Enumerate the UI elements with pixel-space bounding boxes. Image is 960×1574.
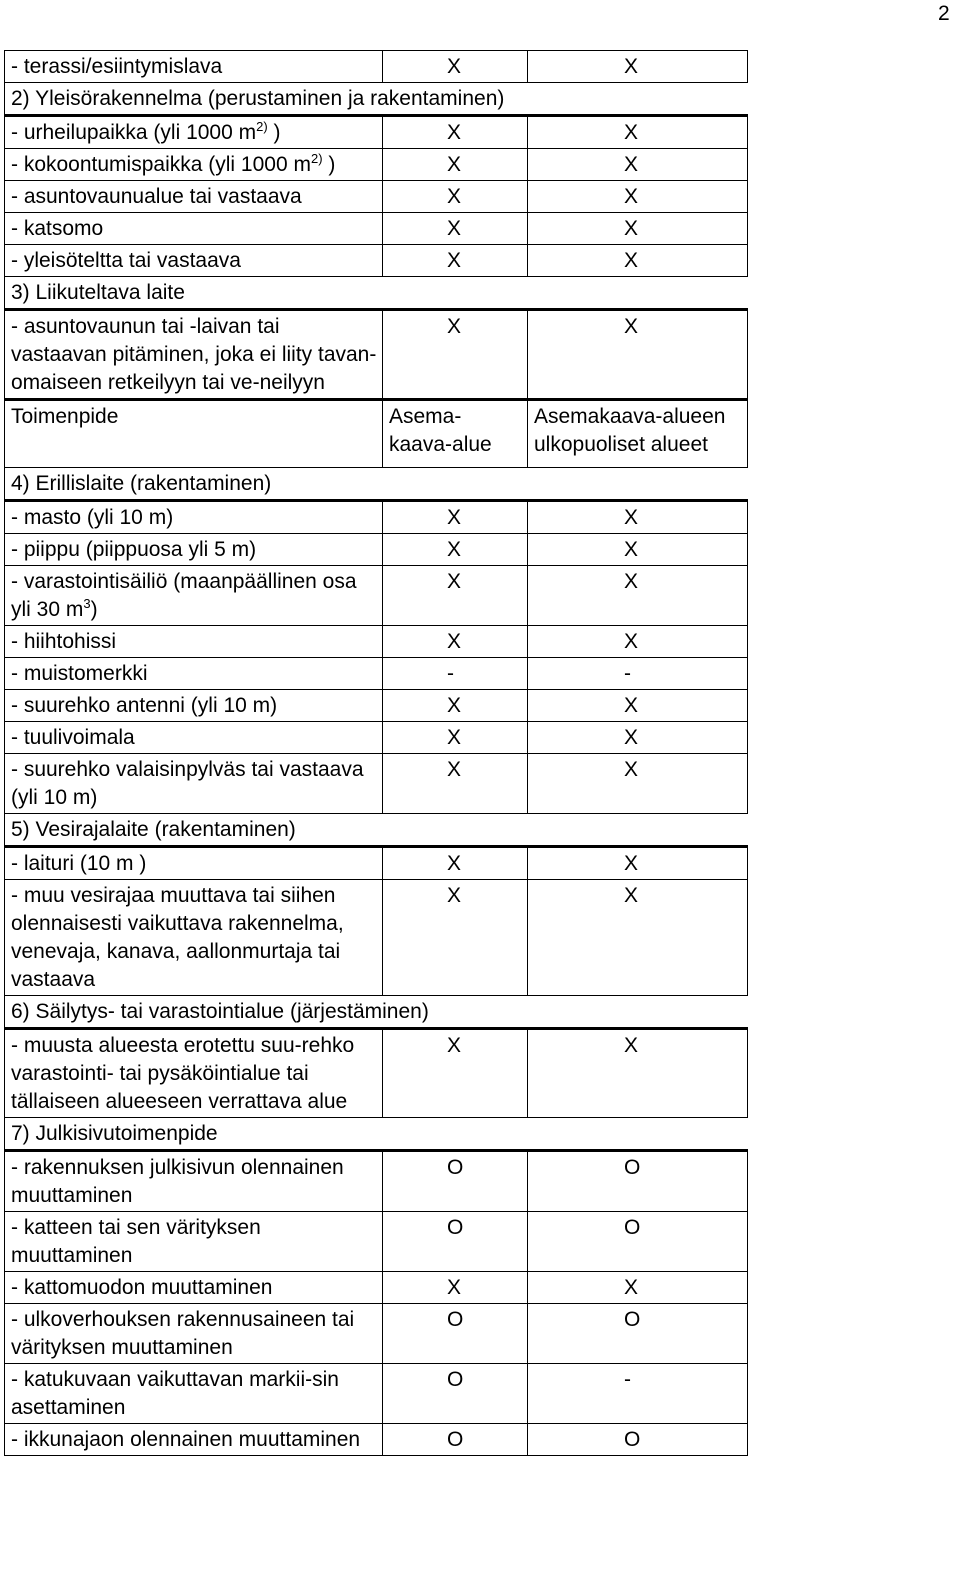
table-row (5, 722, 748, 754)
row-label-cell (5, 1272, 383, 1304)
header-row (5, 400, 748, 468)
row-label: - suurehko antenni (yli 10 m) (11, 694, 278, 717)
value-asemakaava: X (383, 1029, 528, 1118)
page-number: 2 (938, 2, 950, 25)
table-row (5, 1029, 748, 1118)
row-label: - suurehko valaisinpylväs tai vastaava (yli 10 m) (11, 758, 364, 809)
value-ulkopuoliset: X (528, 1272, 748, 1304)
row-label-cell (5, 847, 383, 880)
value-ulkopuoliset: X (528, 534, 748, 566)
value-asemakaava: X (383, 690, 528, 722)
row-label-cell (5, 658, 383, 690)
value-ulkopuoliset: X (528, 754, 748, 814)
row-label: - katukuvaan vaikuttavan markii-sin asettaminen (11, 1368, 339, 1419)
value-asemakaava: O (383, 1212, 528, 1272)
table-row (5, 116, 748, 149)
value-asemakaava: X (383, 722, 528, 754)
value-asemakaava: X (383, 501, 528, 534)
value-ulkopuoliset: O (528, 1151, 748, 1212)
table-row (5, 51, 748, 83)
table-row (5, 566, 748, 626)
row-label-cell (5, 1212, 383, 1272)
row-label: - kokoontumispaikka (yli 1000 m (11, 153, 311, 176)
row-label-cell (5, 149, 383, 181)
row-label: - hiihtohissi (11, 630, 117, 653)
table-row (5, 658, 748, 690)
value-asemakaava: X (383, 847, 528, 880)
row-label: - tuulivoimala (11, 726, 135, 749)
value-ulkopuoliset: - (528, 1364, 748, 1424)
row-label: - terassi/esiintymislava (11, 55, 223, 78)
table-row (5, 754, 748, 814)
value-ulkopuoliset: X (528, 501, 748, 534)
table-row (5, 626, 748, 658)
value-asemakaava: O (383, 1424, 528, 1456)
row-label-suffix: ) (267, 121, 281, 144)
row-label-cell (5, 754, 383, 814)
row-label: - ulkoverhouksen rakennusaineen tai värityksen muuttaminen (11, 1308, 355, 1359)
value-asemakaava: X (383, 51, 528, 83)
row-label: - katsomo (11, 217, 104, 240)
row-label-cell (5, 116, 383, 149)
row-label-cell (5, 181, 383, 213)
row-label: - ikkunajaon olennainen muuttaminen (11, 1428, 361, 1451)
section-row (5, 1118, 748, 1151)
value-ulkopuoliset: X (528, 847, 748, 880)
permit-table (4, 50, 748, 1456)
value-asemakaava: X (383, 116, 528, 149)
table-row (5, 149, 748, 181)
table-row (5, 245, 748, 277)
row-label: - urheilupaikka (yli 1000 m (11, 121, 257, 144)
table-row (5, 310, 748, 400)
superscript: 3 (83, 596, 91, 611)
table-row (5, 501, 748, 534)
table-row (5, 1364, 748, 1424)
value-ulkopuoliset: X (528, 51, 748, 83)
value-ulkopuoliset: O (528, 1424, 748, 1456)
value-ulkopuoliset: X (528, 245, 748, 277)
table-row (5, 1424, 748, 1456)
value-ulkopuoliset: - (528, 658, 748, 690)
row-label-cell (5, 566, 383, 626)
value-ulkopuoliset: X (528, 722, 748, 754)
table-row (5, 213, 748, 245)
section-row (5, 83, 748, 116)
row-label-cell (5, 880, 383, 996)
value-asemakaava: O (383, 1364, 528, 1424)
value-ulkopuoliset: X (528, 566, 748, 626)
section-title: 7) Julkisivutoimenpide (5, 1118, 748, 1151)
row-label: - muu vesirajaa muuttava tai siihen olennaisesti vaikuttava rakennelma, venevaja, kanava, aallonmurtaja tai vastaava (11, 884, 344, 991)
value-ulkopuoliset: X (528, 181, 748, 213)
value-asemakaava: X (383, 1272, 528, 1304)
row-label-cell (5, 1364, 383, 1424)
row-label-cell (5, 1424, 383, 1456)
section-title: 3) Liikuteltava laite (5, 277, 748, 310)
value-asemakaava: O (383, 1151, 528, 1212)
table-row (5, 880, 748, 996)
row-label: - masto (yli 10 m) (11, 506, 174, 529)
row-label: - katteen tai sen värityksen muuttaminen (11, 1216, 261, 1267)
table-row (5, 847, 748, 880)
section-row (5, 996, 748, 1029)
row-label: - muusta alueesta erotettu suu-rehko varastointi- tai pysäköintialue tai tällaiseen alueeseen verrattava alue (11, 1034, 355, 1113)
value-asemakaava: X (383, 534, 528, 566)
value-asemakaava: - (383, 658, 528, 690)
row-label: - piippu (piippuosa yli 5 m) (11, 538, 257, 561)
superscript: 2) (256, 119, 268, 134)
row-label-cell (5, 51, 383, 83)
value-ulkopuoliset: X (528, 116, 748, 149)
row-label-suffix: ) (90, 598, 98, 621)
value-asemakaava: X (383, 626, 528, 658)
column-header-asemakaava: Asema-kaava-alue (383, 400, 528, 468)
value-ulkopuoliset: O (528, 1304, 748, 1364)
value-asemakaava: X (383, 566, 528, 626)
row-label-cell (5, 310, 383, 400)
row-label-cell (5, 722, 383, 754)
row-label: - varastointisäiliö (maanpäällinen osa yli 30 m (11, 570, 357, 621)
value-ulkopuoliset: X (528, 310, 748, 400)
row-label-cell (5, 690, 383, 722)
value-ulkopuoliset: O (528, 1212, 748, 1272)
value-asemakaava: X (383, 149, 528, 181)
table-row (5, 534, 748, 566)
row-label-cell (5, 1029, 383, 1118)
row-label-suffix: ) (322, 153, 336, 176)
value-asemakaava: X (383, 245, 528, 277)
section-title: 2) Yleisörakennelma (perustaminen ja rakentaminen) (5, 83, 748, 116)
column-header-ulkopuoliset: Asemakaava-alueen ulkopuoliset alueet (528, 400, 748, 468)
column-header-toimenpide (5, 400, 383, 468)
value-asemakaava: X (383, 754, 528, 814)
row-label: - laituri (10 m ) (11, 852, 147, 875)
value-asemakaava: O (383, 1304, 528, 1364)
superscript: 2) (310, 151, 323, 166)
value-asemakaava: X (383, 880, 528, 996)
row-label-cell (5, 534, 383, 566)
table-row (5, 690, 748, 722)
section-title: 4) Erillislaite (rakentaminen) (5, 468, 748, 501)
section-row (5, 814, 748, 847)
table-row (5, 1304, 748, 1364)
row-label-cell (5, 1304, 383, 1364)
value-ulkopuoliset: X (528, 690, 748, 722)
row-label: Toimenpide (11, 405, 119, 428)
value-asemakaava: X (383, 310, 528, 400)
value-asemakaava: X (383, 181, 528, 213)
section-row (5, 468, 748, 501)
table-row (5, 1151, 748, 1212)
value-ulkopuoliset: X (528, 1029, 748, 1118)
value-ulkopuoliset: X (528, 213, 748, 245)
table-row (5, 181, 748, 213)
row-label-cell (5, 501, 383, 534)
row-label: - asuntovaunun tai -laivan tai vastaavan pitäminen, joka ei liity tavan-omaiseen retkeilyyn tai ve-neilyyn (11, 315, 377, 394)
section-title: 5) Vesirajalaite (rakentaminen) (5, 814, 748, 847)
row-label-cell (5, 1151, 383, 1212)
section-title: 6) Säilytys- tai varastointialue (järjestäminen) (5, 996, 748, 1029)
section-row (5, 277, 748, 310)
value-asemakaava: X (383, 213, 528, 245)
row-label-cell (5, 626, 383, 658)
value-ulkopuoliset: X (528, 880, 748, 996)
row-label: - kattomuodon muuttaminen (11, 1276, 273, 1299)
row-label-cell (5, 213, 383, 245)
table-row (5, 1212, 748, 1272)
row-label: - rakennuksen julkisivun olennainen muuttaminen (11, 1156, 344, 1207)
row-label: - asuntovaunualue tai vastaava (11, 185, 302, 208)
row-label: - muistomerkki (11, 662, 148, 685)
value-ulkopuoliset: X (528, 626, 748, 658)
table-row (5, 1272, 748, 1304)
row-label: - yleisöteltta tai vastaava (11, 249, 241, 272)
value-ulkopuoliset: X (528, 149, 748, 181)
row-label-cell (5, 245, 383, 277)
